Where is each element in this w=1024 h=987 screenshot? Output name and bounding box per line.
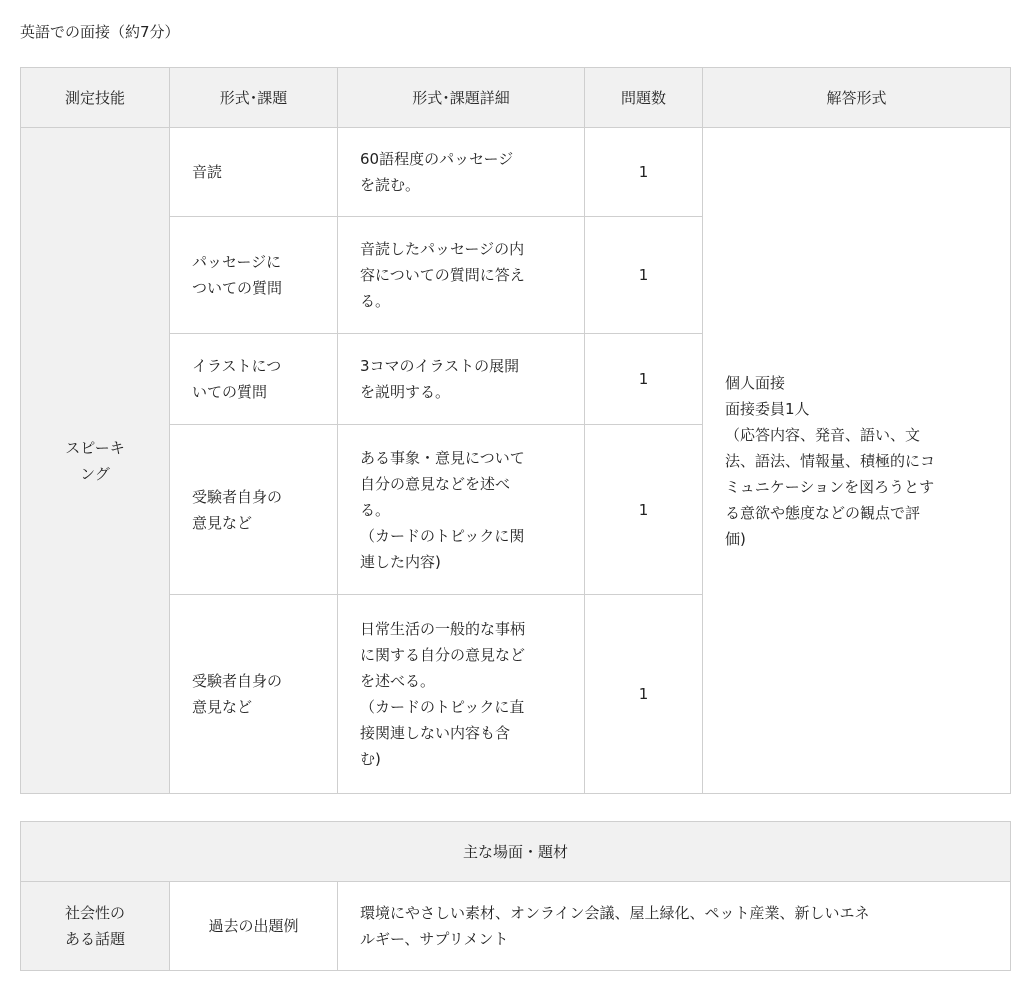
skill-line: スピーキ bbox=[65, 438, 125, 457]
header-format: 形式･課題 bbox=[170, 68, 338, 128]
detail-cell bbox=[338, 425, 585, 595]
format-cell bbox=[170, 595, 338, 794]
detail-line: 日常生活の一般的な事柄 bbox=[360, 620, 526, 638]
detail-line: ある事象・意見について bbox=[360, 448, 525, 467]
question-count: 1 bbox=[585, 128, 703, 217]
topics-header-row bbox=[21, 822, 1011, 882]
question-count: 1 bbox=[585, 334, 703, 425]
detail-line: る。 bbox=[360, 292, 391, 310]
examples-line: ルギー、サプリメント bbox=[360, 930, 509, 948]
answer-line: 面接委員1人 bbox=[725, 399, 810, 418]
detail-line: を説明する。 bbox=[360, 383, 451, 401]
format-cell bbox=[170, 128, 338, 217]
category-line: ある話題 bbox=[64, 930, 125, 948]
detail-line: 連した内容) bbox=[360, 552, 441, 571]
detail-line: 容についての質問に答え bbox=[360, 266, 525, 284]
detail-line: を述べる。 bbox=[360, 672, 436, 690]
header-answer-format: 解答形式 bbox=[703, 68, 1011, 128]
answer-line: 価) bbox=[725, 529, 746, 548]
section-heading: 英語での面接（約7分） bbox=[20, 23, 180, 41]
answer-line: ミュニケーションを図ろうとす bbox=[725, 477, 935, 496]
format-line: 意見など bbox=[192, 513, 253, 532]
detail-line: 3コマのイラストの展開 bbox=[360, 357, 520, 375]
topics-header: 主な場面・題材 bbox=[21, 822, 1011, 882]
header-skill: 測定技能 bbox=[21, 68, 170, 128]
format-line: ついての質問 bbox=[192, 279, 283, 297]
format-line: 受験者自身の bbox=[192, 672, 283, 690]
format-cell bbox=[170, 217, 338, 334]
detail-cell bbox=[338, 128, 585, 217]
table-header-row bbox=[21, 68, 1011, 128]
examples-line: 環境にやさしい素材、オンライン会議、屋上緑化、ペット産業、新しいエネ bbox=[360, 904, 870, 922]
detail-line: る。 bbox=[360, 500, 391, 519]
skill-cell bbox=[21, 128, 170, 794]
answer-line: る意欲や態度などの観点で評 bbox=[725, 503, 921, 522]
format-line: 受験者自身の bbox=[192, 487, 283, 506]
detail-line: （カードのトピックに関 bbox=[360, 526, 525, 545]
format-line: 音読 bbox=[192, 163, 223, 181]
detail-line: 接関連しない内容も含 bbox=[360, 724, 511, 742]
table-row bbox=[21, 128, 1011, 217]
table-row bbox=[21, 882, 1011, 971]
format-line: パッセージに bbox=[192, 253, 282, 271]
detail-cell bbox=[338, 595, 585, 794]
category-line: 社会性の bbox=[64, 904, 125, 922]
format-cell bbox=[170, 425, 338, 595]
answer-line: 法、語法、情報量、積極的にコ bbox=[725, 451, 936, 470]
detail-line: 自分の意見などを述べ bbox=[360, 474, 511, 493]
question-count: 1 bbox=[585, 425, 703, 595]
format-line: いての質問 bbox=[192, 383, 268, 401]
format-line: イラストにつ bbox=[192, 357, 282, 375]
detail-cell bbox=[338, 217, 585, 334]
skill-line: ング bbox=[80, 464, 110, 483]
header-question-count: 問題数 bbox=[585, 68, 703, 128]
format-cell bbox=[170, 334, 338, 425]
detail-line: 60語程度のパッセージ bbox=[360, 150, 514, 168]
header-format-detail: 形式･課題詳細 bbox=[338, 68, 585, 128]
answer-format-cell bbox=[703, 128, 1011, 794]
detail-cell bbox=[338, 334, 585, 425]
detail-line: 音読したパッセージの内 bbox=[360, 240, 525, 258]
detail-line: （カードのトピックに直 bbox=[360, 698, 525, 716]
answer-line: （応答内容、発音、語い、文 bbox=[725, 425, 921, 444]
speaking-test-table bbox=[20, 67, 1011, 794]
topics-table bbox=[20, 821, 1011, 971]
past-examples-cell bbox=[338, 882, 1011, 971]
detail-line: む) bbox=[360, 750, 381, 768]
detail-line: を読む。 bbox=[360, 176, 421, 194]
detail-line: に関する自分の意見など bbox=[360, 646, 526, 664]
format-line: 意見など bbox=[192, 698, 253, 716]
answer-line: 個人面接 bbox=[725, 373, 786, 392]
past-examples-label: 過去の出題例 bbox=[170, 882, 338, 971]
question-count: 1 bbox=[585, 217, 703, 334]
topic-category-cell bbox=[21, 882, 170, 971]
question-count: 1 bbox=[585, 595, 703, 794]
